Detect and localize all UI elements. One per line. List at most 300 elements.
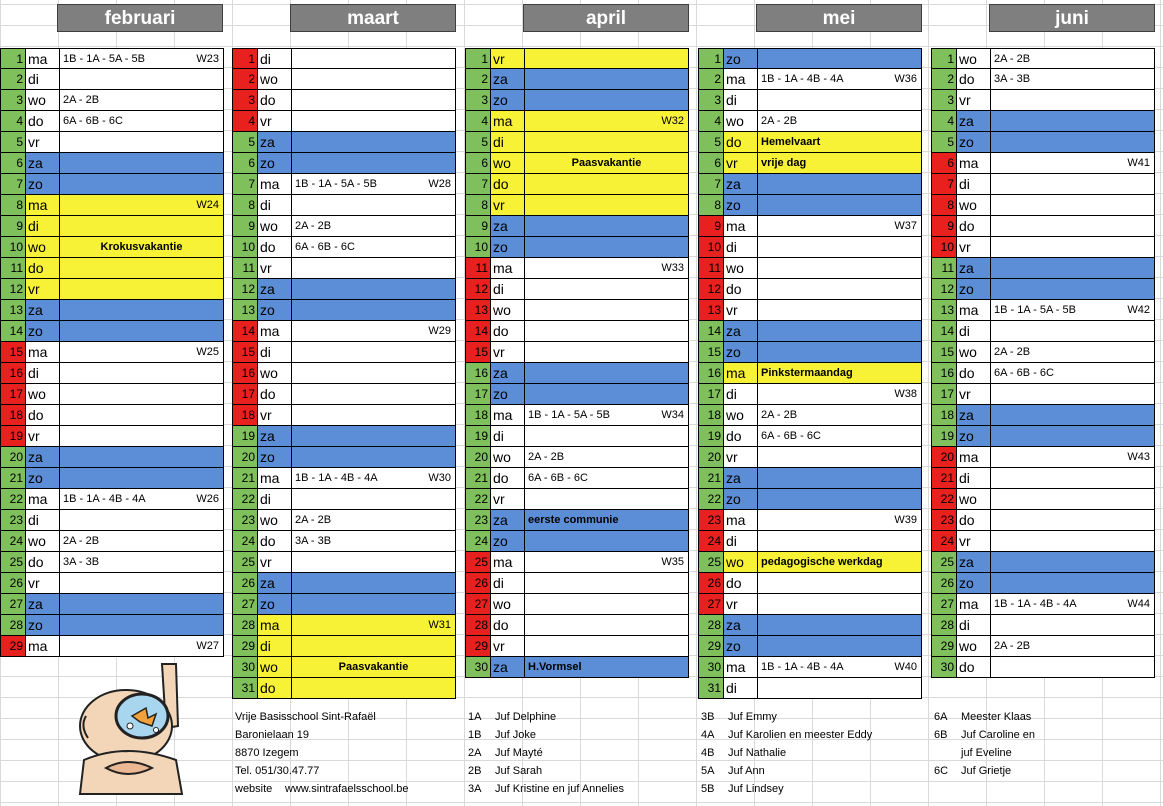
day-number: 23 xyxy=(1,510,26,530)
day-number: 19 xyxy=(233,426,258,446)
day-number: 4 xyxy=(233,111,258,131)
weekday-name: zo xyxy=(258,300,292,320)
day-row xyxy=(0,552,224,573)
day-row xyxy=(931,615,1155,636)
day-info xyxy=(525,279,688,299)
day-number: 18 xyxy=(466,405,491,425)
teacher-name: Juf Delphine xyxy=(495,711,557,723)
day-number: 30 xyxy=(233,657,258,677)
day-row xyxy=(232,153,456,174)
day-number: 19 xyxy=(932,426,957,446)
weekday-name: do xyxy=(957,69,991,89)
weekday-name: ma xyxy=(491,405,525,425)
teacher-class-code: 6C xyxy=(934,765,949,777)
day-number: 10 xyxy=(699,237,724,257)
weekday-name: do xyxy=(957,657,991,677)
day-row xyxy=(0,363,224,384)
day-row xyxy=(0,237,224,258)
day-info xyxy=(525,384,688,404)
day-row xyxy=(931,405,1155,426)
weekday-name: ma xyxy=(26,489,60,509)
day-row xyxy=(465,510,689,531)
day-info xyxy=(60,321,223,341)
week-number: W34 xyxy=(661,409,684,421)
day-info xyxy=(758,594,921,614)
week-number: W39 xyxy=(894,514,917,526)
day-number: 12 xyxy=(233,279,258,299)
weekday-name: di xyxy=(26,216,60,236)
day-number: 25 xyxy=(1,552,26,572)
teacher-class-code: 3A xyxy=(468,783,482,795)
weekday-name: wo xyxy=(957,342,991,362)
day-row xyxy=(232,447,456,468)
day-row xyxy=(931,468,1155,489)
day-info xyxy=(758,237,921,257)
day-row xyxy=(698,489,922,510)
day-number: 29 xyxy=(233,636,258,656)
day-row xyxy=(698,321,922,342)
class-groups: 2A - 2B xyxy=(63,94,100,106)
weekday-name: vr xyxy=(26,279,60,299)
day-row xyxy=(698,279,922,300)
day-info xyxy=(292,531,455,551)
day-info xyxy=(292,426,455,446)
day-number: 12 xyxy=(699,279,724,299)
day-number: 26 xyxy=(466,573,491,593)
day-number: 5 xyxy=(932,132,957,152)
class-groups: 1B - 1A - 5A - 5B xyxy=(63,53,145,65)
day-row xyxy=(232,174,456,195)
weekday-name: ma xyxy=(491,111,525,131)
day-info xyxy=(292,636,455,656)
day-number: 11 xyxy=(466,258,491,278)
day-row xyxy=(465,489,689,510)
weekday-name: za xyxy=(724,468,758,488)
day-info xyxy=(991,258,1154,278)
weekday-name: wo xyxy=(491,153,525,173)
day-info xyxy=(525,531,688,551)
day-info xyxy=(758,678,921,698)
weekday-name: ma xyxy=(258,321,292,341)
weekday-name: do xyxy=(491,174,525,194)
weekday-name: za xyxy=(26,300,60,320)
teacher-class-code: 3B xyxy=(701,711,715,723)
day-number: 6 xyxy=(699,153,724,173)
weekday-name: wo xyxy=(957,49,991,68)
weekday-name: vr xyxy=(26,132,60,152)
day-number: 15 xyxy=(1,342,26,362)
day-number: 16 xyxy=(1,363,26,383)
weekday-name: di xyxy=(724,384,758,404)
weekday-name: di xyxy=(724,237,758,257)
day-number: 18 xyxy=(932,405,957,425)
class-groups: 1B - 1A - 4B - 4A xyxy=(994,598,1077,610)
week-number: W25 xyxy=(196,346,219,358)
weekday-name: vr xyxy=(491,49,525,68)
day-row xyxy=(0,510,224,531)
day-number: 20 xyxy=(932,447,957,467)
day-row xyxy=(232,405,456,426)
day-info xyxy=(60,531,223,551)
event-label: eerste communie xyxy=(528,514,619,526)
day-row xyxy=(465,195,689,216)
weekday-name: za xyxy=(957,405,991,425)
day-number: 19 xyxy=(466,426,491,446)
day-info xyxy=(991,363,1154,383)
day-info xyxy=(758,510,921,530)
day-row xyxy=(931,69,1155,90)
day-number: 20 xyxy=(233,447,258,467)
weekday-name: zo xyxy=(724,195,758,215)
day-number: 16 xyxy=(699,363,724,383)
day-number: 16 xyxy=(932,363,957,383)
day-number: 1 xyxy=(233,49,258,68)
weekday-name: di xyxy=(26,363,60,383)
snorkel-kid-illustration xyxy=(66,656,206,796)
weekday-name: za xyxy=(491,363,525,383)
day-row xyxy=(698,678,922,699)
teacher-name: Juf Ann xyxy=(728,765,765,777)
day-row xyxy=(931,48,1155,69)
day-info xyxy=(758,90,921,110)
teacher-name: Juf Kristine en juf Annelies xyxy=(495,783,625,795)
weekday-name: wo xyxy=(491,447,525,467)
month-header-mei: mei xyxy=(756,4,922,32)
day-number: 8 xyxy=(932,195,957,215)
day-number: 28 xyxy=(466,615,491,635)
day-number: 29 xyxy=(932,636,957,656)
day-number: 13 xyxy=(466,300,491,320)
day-row xyxy=(232,468,456,489)
day-row xyxy=(232,300,456,321)
day-info xyxy=(991,321,1154,341)
week-number: W42 xyxy=(1127,304,1150,316)
day-info xyxy=(525,405,688,425)
day-info xyxy=(60,426,223,446)
day-info xyxy=(758,279,921,299)
day-row xyxy=(465,279,689,300)
weekday-name: ma xyxy=(26,49,60,68)
weekday-name: vr xyxy=(26,426,60,446)
teacher-name: juf Eveline xyxy=(961,747,1012,759)
weekday-name: wo xyxy=(724,111,758,131)
day-info xyxy=(525,258,688,278)
weekday-name: ma xyxy=(258,468,292,488)
day-number: 26 xyxy=(932,573,957,593)
day-number: 18 xyxy=(233,405,258,425)
day-info xyxy=(525,300,688,320)
day-row xyxy=(0,636,224,657)
day-info xyxy=(991,195,1154,215)
day-info xyxy=(525,573,688,593)
week-number: W30 xyxy=(428,472,451,484)
day-number: 16 xyxy=(466,363,491,383)
weekday-name: wo xyxy=(724,405,758,425)
day-info xyxy=(60,447,223,467)
day-row xyxy=(698,384,922,405)
day-number: 2 xyxy=(932,69,957,89)
day-row xyxy=(0,279,224,300)
teacher-name: Juf Joke xyxy=(495,729,536,741)
day-number: 22 xyxy=(466,489,491,509)
day-number: 24 xyxy=(932,531,957,551)
weekday-name: ma xyxy=(724,216,758,236)
day-row xyxy=(465,342,689,363)
teacher-name: Juf Grietje xyxy=(961,765,1012,777)
day-row xyxy=(698,342,922,363)
day-row xyxy=(931,111,1155,132)
class-groups: 2A - 2B xyxy=(761,409,798,421)
weekday-name: wo xyxy=(26,237,60,257)
school-phone: Tel. 051/30.47.77 xyxy=(235,765,320,777)
teacher-name: Juf Nathalie xyxy=(728,747,787,759)
day-info xyxy=(991,342,1154,362)
class-groups: 6A - 6B - 6C xyxy=(994,367,1054,379)
day-row xyxy=(0,489,224,510)
day-number: 11 xyxy=(233,258,258,278)
weekday-name: zo xyxy=(258,447,292,467)
day-number: 7 xyxy=(699,174,724,194)
month-header-juni: juni xyxy=(989,4,1155,32)
day-number: 31 xyxy=(233,678,258,698)
day-info xyxy=(292,510,455,530)
weekday-name: di xyxy=(26,510,60,530)
day-row xyxy=(698,510,922,531)
day-row xyxy=(232,426,456,447)
weekday-name: vr xyxy=(258,552,292,572)
weekday-name: do xyxy=(491,321,525,341)
day-info xyxy=(60,552,223,572)
class-groups: 6A - 6B - 6C xyxy=(295,241,355,253)
week-number: W29 xyxy=(428,325,451,337)
day-row xyxy=(698,111,922,132)
day-info xyxy=(292,132,455,152)
weekday-name: za xyxy=(26,447,60,467)
weekday-name: zo xyxy=(957,279,991,299)
teacher-name: Juf Lindsey xyxy=(728,783,784,795)
day-row xyxy=(465,531,689,552)
day-row xyxy=(931,279,1155,300)
day-info xyxy=(60,615,223,635)
weekday-name: do xyxy=(26,111,60,131)
weekday-name: wo xyxy=(258,363,292,383)
day-row xyxy=(465,657,689,678)
month-header-februari: februari xyxy=(57,4,223,32)
day-info xyxy=(991,594,1154,614)
day-number: 13 xyxy=(1,300,26,320)
day-info xyxy=(292,321,455,341)
week-number: W26 xyxy=(196,493,219,505)
event-label: pedagogische werkdag xyxy=(761,556,883,568)
day-info xyxy=(991,279,1154,299)
class-groups: 2A - 2B xyxy=(63,535,100,547)
weekday-name: do xyxy=(724,573,758,593)
day-info xyxy=(292,111,455,131)
day-number: 20 xyxy=(466,447,491,467)
day-number: 25 xyxy=(466,552,491,572)
class-groups: 2A - 2B xyxy=(994,53,1031,65)
weekday-name: ma xyxy=(491,552,525,572)
day-info xyxy=(60,300,223,320)
class-groups: 2A - 2B xyxy=(528,451,565,463)
day-row xyxy=(232,615,456,636)
day-number: 15 xyxy=(466,342,491,362)
day-info xyxy=(991,237,1154,257)
day-number: 25 xyxy=(233,552,258,572)
day-row xyxy=(232,279,456,300)
weekday-name: do xyxy=(26,552,60,572)
day-number: 14 xyxy=(1,321,26,341)
day-row xyxy=(931,489,1155,510)
weekday-name: za xyxy=(26,153,60,173)
day-row xyxy=(232,216,456,237)
day-info xyxy=(758,615,921,635)
day-row xyxy=(698,363,922,384)
day-number: 31 xyxy=(699,678,724,698)
day-info xyxy=(292,342,455,362)
day-row xyxy=(0,132,224,153)
day-number: 21 xyxy=(699,468,724,488)
weekday-name: wo xyxy=(491,300,525,320)
day-number: 18 xyxy=(699,405,724,425)
day-row xyxy=(232,678,456,699)
day-info xyxy=(758,69,921,89)
day-info xyxy=(525,237,688,257)
day-row xyxy=(232,636,456,657)
day-info xyxy=(758,111,921,131)
day-number: 22 xyxy=(699,489,724,509)
weekday-name: wo xyxy=(258,657,292,677)
day-info xyxy=(292,573,455,593)
day-info xyxy=(758,195,921,215)
day-number: 29 xyxy=(466,636,491,656)
day-row xyxy=(465,153,689,174)
day-number: 24 xyxy=(233,531,258,551)
day-number: 3 xyxy=(932,90,957,110)
day-number: 7 xyxy=(466,174,491,194)
weekday-name: za xyxy=(491,216,525,236)
website-link[interactable]: www.sintrafaelsschool.be xyxy=(285,783,409,795)
weekday-name: za xyxy=(724,615,758,635)
school-city: 8870 Izegem xyxy=(235,747,299,759)
day-info xyxy=(60,49,223,68)
day-info xyxy=(758,153,921,173)
class-groups: 2A - 2B xyxy=(994,346,1031,358)
event-label: Hemelvaart xyxy=(761,136,821,148)
day-number: 7 xyxy=(1,174,26,194)
day-number: 16 xyxy=(233,363,258,383)
weekday-name: di xyxy=(26,69,60,89)
day-info xyxy=(758,363,921,383)
day-number: 17 xyxy=(1,384,26,404)
class-groups: 3A - 3B xyxy=(994,73,1031,85)
day-info xyxy=(292,153,455,173)
day-row xyxy=(465,615,689,636)
day-number: 2 xyxy=(466,69,491,89)
day-row xyxy=(465,90,689,111)
week-number: W44 xyxy=(1127,598,1150,610)
day-number: 11 xyxy=(699,258,724,278)
class-groups: 3A - 3B xyxy=(295,535,332,547)
weekday-name: za xyxy=(957,258,991,278)
day-info xyxy=(60,279,223,299)
day-info xyxy=(60,363,223,383)
day-number: 20 xyxy=(699,447,724,467)
day-number: 9 xyxy=(466,216,491,236)
day-row xyxy=(698,90,922,111)
day-row xyxy=(0,342,224,363)
weekday-name: za xyxy=(258,279,292,299)
day-row xyxy=(931,258,1155,279)
day-row xyxy=(698,573,922,594)
day-number: 4 xyxy=(466,111,491,131)
weekday-name: ma xyxy=(26,636,60,656)
weekday-name: zo xyxy=(724,489,758,509)
weekday-name: vr xyxy=(957,237,991,257)
day-row xyxy=(698,153,922,174)
weekday-name: vr xyxy=(258,111,292,131)
teacher-name: Juf Mayté xyxy=(495,747,543,759)
day-info xyxy=(758,657,921,677)
weekday-name: zo xyxy=(957,573,991,593)
day-info xyxy=(991,384,1154,404)
day-info xyxy=(758,49,921,68)
day-number: 19 xyxy=(1,426,26,446)
day-row xyxy=(698,195,922,216)
day-row xyxy=(931,321,1155,342)
day-info xyxy=(292,363,455,383)
day-row xyxy=(465,447,689,468)
weekday-name: zo xyxy=(957,426,991,446)
weekday-name: za xyxy=(258,426,292,446)
day-number: 21 xyxy=(932,468,957,488)
weekday-name: di xyxy=(724,90,758,110)
day-row xyxy=(465,174,689,195)
day-row xyxy=(931,216,1155,237)
day-row xyxy=(232,48,456,69)
day-number: 27 xyxy=(932,594,957,614)
weekday-name: di xyxy=(724,678,758,698)
day-info xyxy=(525,657,688,677)
day-number: 3 xyxy=(466,90,491,110)
day-row xyxy=(0,90,224,111)
day-info xyxy=(991,153,1154,173)
class-groups: 6A - 6B - 6C xyxy=(63,115,123,127)
weekday-name: do xyxy=(491,615,525,635)
day-number: 17 xyxy=(932,384,957,404)
day-row xyxy=(465,363,689,384)
day-number: 26 xyxy=(1,573,26,593)
day-row xyxy=(232,657,456,678)
class-groups: 1B - 1A - 5A - 5B xyxy=(994,304,1076,316)
event-label: Paasvakantie xyxy=(571,157,642,169)
day-number: 30 xyxy=(932,657,957,677)
day-info xyxy=(525,90,688,110)
weekday-name: do xyxy=(258,384,292,404)
day-row xyxy=(698,552,922,573)
day-info xyxy=(525,69,688,89)
event-label: Krokusvakantie xyxy=(100,241,183,253)
day-info xyxy=(60,573,223,593)
weekday-name: zo xyxy=(26,321,60,341)
teacher-class-code: 1A xyxy=(468,711,482,723)
teacher-name: Juf Karolien en meester Eddy xyxy=(728,729,873,741)
day-row xyxy=(698,447,922,468)
weekday-name: vr xyxy=(957,531,991,551)
week-number: W24 xyxy=(196,199,219,211)
day-number: 26 xyxy=(699,573,724,593)
day-number: 4 xyxy=(1,111,26,131)
